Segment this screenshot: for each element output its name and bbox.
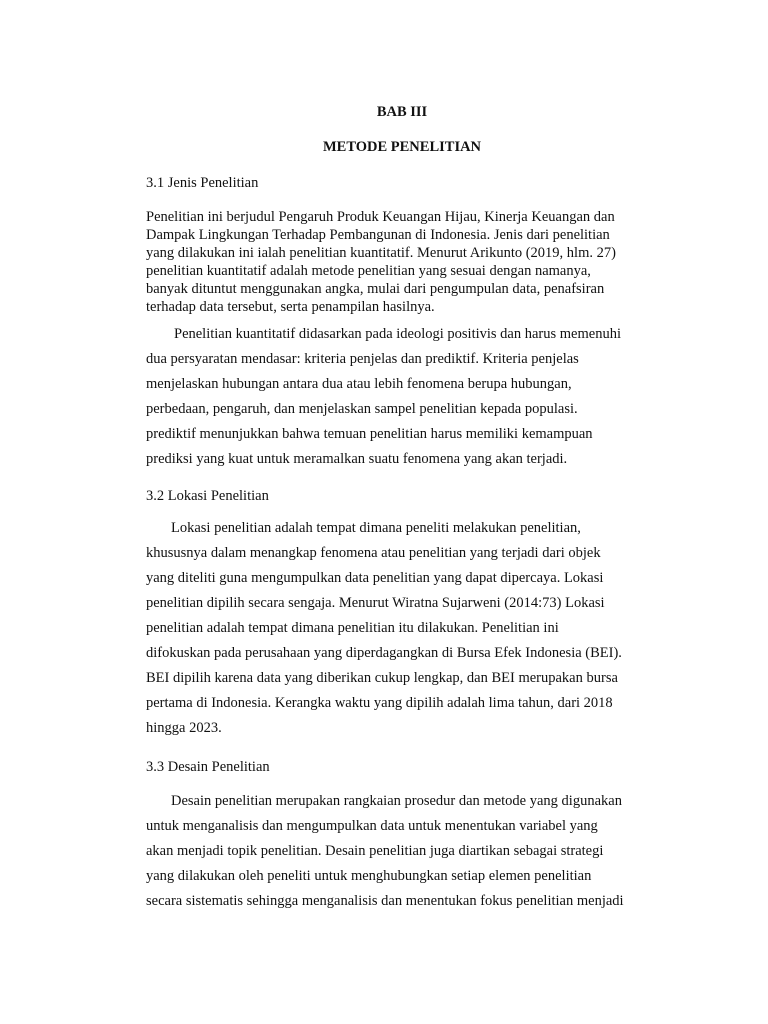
- paragraph-line: yang dilakukan oleh peneliti untuk menghubungkan setiap elemen penelitian: [146, 868, 592, 884]
- paragraph-line: Desain penelitian merupakan rangkaian prosedur dan metode yang digunakan: [171, 793, 622, 809]
- paragraph-line: pertama di Indonesia. Kerangka waktu yang dipilih adalah lima tahun, dari 2018: [146, 695, 613, 711]
- paragraph-line: Penelitian kuantitatif didasarkan pada ideologi positivis dan harus memenuhi: [174, 326, 621, 342]
- paragraph-line: menjelaskan hubungan antara dua atau lebih fenomena berupa hubungan,: [146, 376, 572, 392]
- paragraph-line: penelitian adalah tempat dimana penelitian itu dilakukan. Penelitian ini: [146, 620, 559, 636]
- paragraph-line: Penelitian ini berjudul Pengaruh Produk Keuangan Hijau, Kinerja Keuangan dan: [146, 209, 615, 225]
- paragraph-3-1-a: [146, 208, 658, 316]
- paragraph-line: Lokasi penelitian adalah tempat dimana peneliti melakukan penelitian,: [171, 520, 581, 536]
- paragraph-line: BEI dipilih karena data yang diberikan cukup lengkap, dan BEI merupakan bursa: [146, 670, 618, 686]
- paragraph-line: terhadap data tersebut, serta penampilan hasilnya.: [146, 299, 435, 315]
- paragraph-line: secara sistematis sehingga menganalisis dan menentukan fokus penelitian menjadi: [146, 893, 624, 909]
- paragraph-line: untuk menganalisis dan mengumpulkan data untuk menentukan variabel yang: [146, 818, 598, 834]
- paragraph-line: prediktif menunjukkan bahwa temuan penelitian harus memiliki kemampuan: [146, 426, 593, 442]
- paragraph-3-1-b: [146, 322, 658, 472]
- paragraph-line: penelitian kuantitatif adalah metode penelitian yang sesuai dengan namanya,: [146, 263, 591, 279]
- paragraph-line: hingga 2023.: [146, 720, 222, 736]
- paragraph-line: Dampak Lingkungan Terhadap Pembangunan di Indonesia. Jenis dari penelitian: [146, 227, 610, 243]
- paragraph-line: yang dilakukan ini ialah penelitian kuantitatif. Menurut Arikunto (2019, hlm. 27): [146, 245, 616, 261]
- chapter-title: METODE PENELITIAN: [322, 139, 482, 155]
- paragraph-line: penelitian dipilih secara sengaja. Menurut Wiratna Sujarweni (2014:73) Lokasi: [146, 595, 605, 611]
- paragraph-line: prediksi yang kuat untuk meramalkan suatu fenomena yang akan terjadi.: [146, 451, 568, 467]
- chapter-label: BAB III: [376, 104, 428, 120]
- paragraph-line: akan menjadi topik penelitian. Desain penelitian juga diartikan sebagai strategi: [146, 843, 604, 859]
- section-title-3-2: 3.2 Lokasi Penelitian: [146, 488, 269, 504]
- paragraph-line: difokuskan pada perusahaan yang diperdagangkan di Bursa Efek Indonesia (BEI).: [146, 645, 622, 661]
- paragraph-line: khususnya dalam menangkap fenomena atau penelitian yang terjadi dari objek: [146, 545, 601, 561]
- paragraph-line: yang diteliti guna mengumpulkan data penelitian yang dapat dipercaya. Lokasi: [146, 570, 604, 586]
- section-title-3-1: 3.1 Jenis Penelitian: [146, 175, 259, 191]
- paragraph-line: dua persyaratan mendasar: kriteria penjelas dan prediktif. Kriteria penjelas: [146, 351, 579, 367]
- paragraph-3-2-a: [146, 516, 658, 741]
- paragraph-line: perbedaan, pengaruh, dan menjelaskan sampel penelitian kepada populasi.: [146, 401, 578, 417]
- section-title-3-3: 3.3 Desain Penelitian: [146, 759, 270, 775]
- paragraph-3-3-a: [146, 789, 658, 914]
- paragraph-line: banyak dituntut menggunakan angka, mulai dari pengumpulan data, penafsiran: [146, 281, 605, 297]
